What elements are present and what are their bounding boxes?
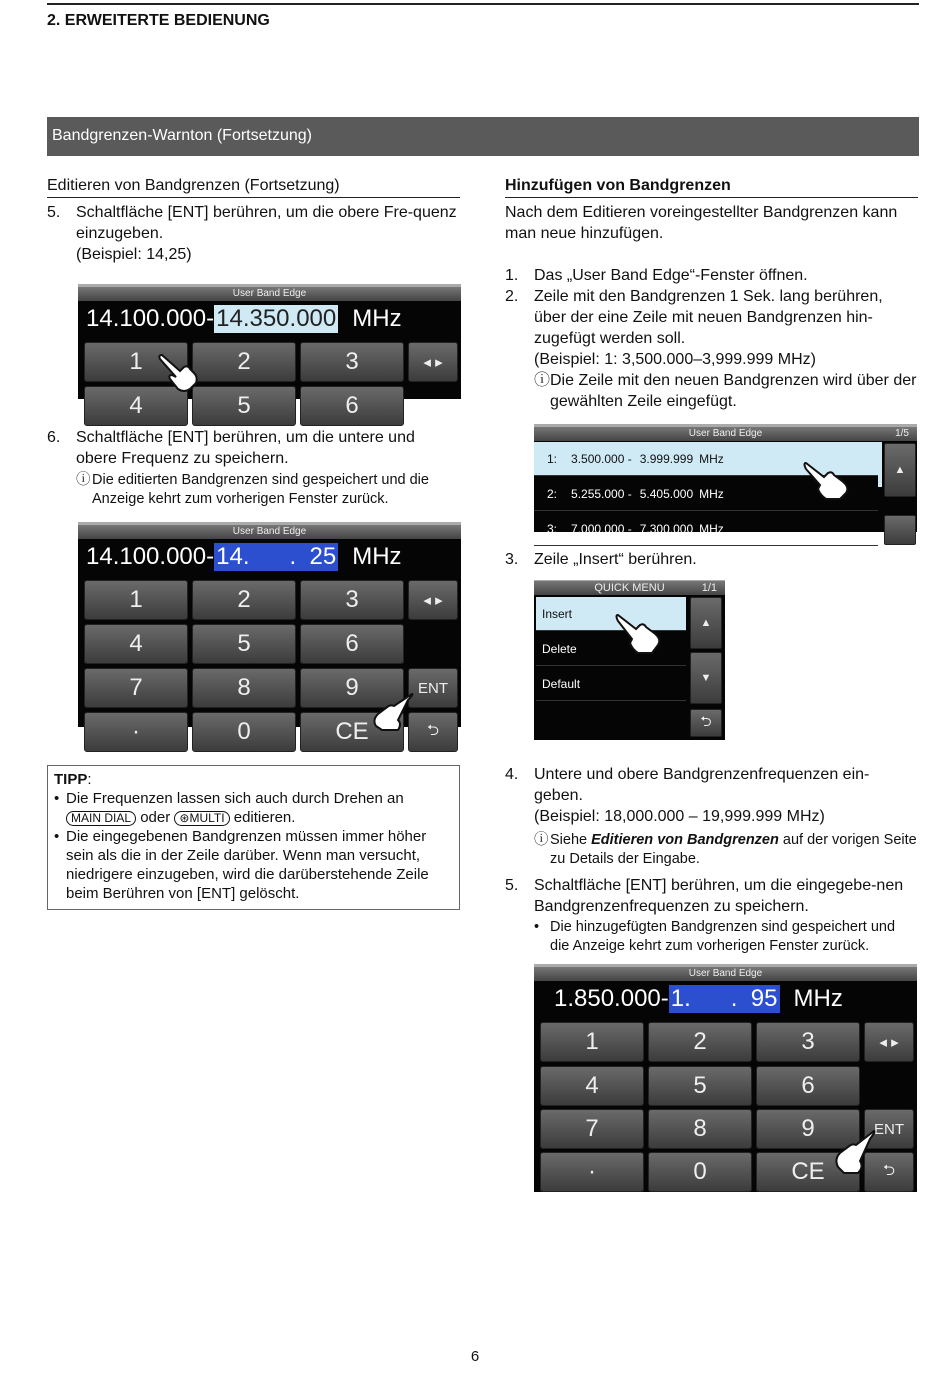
freq-unit: MHz xyxy=(352,305,402,332)
freq-display xyxy=(534,981,917,1017)
freq-high-selected: 14.350.000 xyxy=(216,305,337,332)
key-9[interactable]: 9 xyxy=(300,668,404,708)
pointing-hand-icon xyxy=(804,459,854,501)
key-2[interactable]: 2 xyxy=(192,580,296,620)
right-step-3: 3. Zeile „Insert“ berühren. xyxy=(505,551,697,568)
key-4[interactable]: 4 xyxy=(84,386,188,426)
key-1[interactable]: 1 xyxy=(84,342,188,382)
key-2[interactable]: 2 xyxy=(192,342,296,382)
freq-high-editing: 1. . 95 xyxy=(670,985,778,1012)
pointing-hand-icon xyxy=(158,349,204,395)
info-icon: ⓘ xyxy=(534,372,551,389)
scroll-down-button[interactable] xyxy=(884,515,916,545)
menu-item-delete[interactable]: Delete xyxy=(536,632,686,666)
key-6[interactable]: 6 xyxy=(300,386,404,426)
tip-bullet-1: • Die Frequenzen lassen sich auch durch Drehen an MAIN DIAL oder ⊛MULTI editieren. xyxy=(54,790,404,826)
pointing-hand-icon xyxy=(616,611,664,655)
left-subheading: Editieren von Bandgrenzen (Fortsetzung) xyxy=(47,177,460,198)
key-6[interactable]: 6 xyxy=(300,624,404,664)
right-subheading: Hinzufügen von Bandgrenzen xyxy=(505,177,918,198)
screen-user-band-edge-list xyxy=(534,424,917,536)
key-3[interactable]: 3 xyxy=(300,342,404,382)
back-button[interactable]: ⮌ xyxy=(408,712,458,752)
key-1[interactable]: 1 xyxy=(540,1022,644,1062)
freq-display xyxy=(78,539,461,575)
info-icon: ⓘ xyxy=(534,832,549,848)
pointing-hand-icon xyxy=(368,690,414,730)
tip-box: TIPP: • Die Frequenzen lassen sich auch durch Drehen an MAIN DIAL oder ⊛MULTI editieren. • Die eingegebenen Bandgrenzen müssen immer höher sein als die in der Zeile darüber. Wenn man versucht, niedrigere einzugeben, wird die darüberstehende Zeile beim Berühren von [ENT] gelöscht. xyxy=(47,765,460,910)
key-5[interactable]: 5 xyxy=(192,624,296,664)
ent-button[interactable]: ENT xyxy=(864,1109,914,1149)
menu-back-button[interactable]: ⮌ xyxy=(690,709,722,737)
screen-title: User Band Edge xyxy=(688,428,763,439)
freq-unit: MHz xyxy=(793,985,843,1012)
key-0[interactable]: 0 xyxy=(648,1152,752,1192)
step-example: (Beispiel: 14,25) xyxy=(76,246,192,263)
key-4[interactable]: 4 xyxy=(84,624,188,664)
top-rule xyxy=(47,3,919,5)
freq-low: 14.100.000 xyxy=(86,543,207,570)
band-row-2[interactable]: 2: 5.255.000 - 5.405.000 MHz xyxy=(534,477,878,511)
info-icon: ⓘ xyxy=(76,472,91,488)
menu-down-button[interactable]: ▼ xyxy=(690,652,722,704)
cursor-arrows-button[interactable]: ◂ ▸ xyxy=(864,1022,914,1062)
step-note: • Die hinzugefügten Bandgrenzen sind gespeichert und die Anzeige kehrt zum vorherigen Fenster zurück. xyxy=(534,919,896,954)
right-step-2: 2. Zeile mit den Bandgrenzen 1 Sek. lang berühren, über der eine Zeile mit neuen Bandgrenzen hin-zugefügt werden soll. (Beispiel: 1: 3,500.000–3,999.999 MHz) ⓘ Die Zeile mit den neuen Bandgrenzen wird über der gewählten Zeile eingefügt. xyxy=(505,288,917,410)
freq-unit: MHz xyxy=(352,543,402,570)
band-row-3[interactable]: 3: 7.000.000 - 7.300.000 MHz xyxy=(534,512,878,546)
key-8[interactable]: 8 xyxy=(648,1109,752,1149)
menu-item-default[interactable]: Default xyxy=(536,667,686,701)
screen-user-band-edge-2 xyxy=(78,522,461,745)
key-dot[interactable]: · xyxy=(84,712,188,752)
step-text: Schaltfläche [ENT] berühren, um die untere und obere Frequenz zu speichern. xyxy=(76,429,415,467)
screen-user-band-edge-3 xyxy=(534,964,917,1192)
chapter-title: 2. ERWEITERTE BEDIENUNG xyxy=(47,12,270,29)
key-8[interactable]: 8 xyxy=(192,668,296,708)
key-6[interactable]: 6 xyxy=(756,1066,860,1106)
key-5[interactable]: 5 xyxy=(192,386,296,426)
menu-up-button[interactable]: ▲ xyxy=(690,597,722,649)
freq-separator: - xyxy=(206,543,215,570)
freq-low: 14.100.000 xyxy=(86,305,207,332)
cursor-arrows-button[interactable]: ◂ ▸ xyxy=(408,580,458,620)
step-number: 5. xyxy=(47,204,61,221)
key-1[interactable]: 1 xyxy=(84,580,188,620)
main-dial-key: MAIN DIAL xyxy=(66,811,136,826)
key-0[interactable]: 0 xyxy=(192,712,296,752)
left-step-6 xyxy=(47,427,460,509)
freq-display xyxy=(78,301,461,337)
key-3[interactable]: 3 xyxy=(300,580,404,620)
right-step-4: 4. Untere und obere Bandgrenzenfrequenzen ein-geben. (Beispiel: 18,000.000 – 19,999.999 MHz) ⓘ Siehe Editieren von Bandgrenzen auf der vorigen Seite zu Details der Eingabe. xyxy=(505,766,917,867)
key-3[interactable]: 3 xyxy=(756,1022,860,1062)
screen-user-band-edge-1 xyxy=(78,284,461,419)
right-step-1: 1. Das „User Band Edge“-Fenster öffnen. xyxy=(505,267,808,284)
right-step-5: 5. Schaltfläche [ENT] berühren, um die eingegebe-nen Bandgrenzenfrequenzen zu speichern. • Die hinzugefügten Bandgrenzen sind gespeichert und die Anzeige kehrt zum vorherigen Fenster zurück. xyxy=(505,875,918,956)
freq-low: 1.850.000 xyxy=(554,985,661,1012)
ent-button[interactable]: ENT xyxy=(408,668,458,708)
tip-label: TIPP xyxy=(54,771,88,788)
freq-separator: - xyxy=(660,985,669,1012)
back-button[interactable]: ⮌ xyxy=(864,1152,914,1192)
band-row-1[interactable]: 1: 3.500.000 - 3.999.999 MHz xyxy=(534,442,878,476)
step-number: 6. xyxy=(47,429,61,446)
tip-bullet-2: • Die eingegebenen Bandgrenzen müssen immer höher sein als die in der Zeile darüber. Wenn man versucht, niedrigere einzugeben, wird die darüberstehende Zeile beim Berühren von [ENT] gelöscht. xyxy=(54,828,429,902)
step-text: Schaltfläche [ENT] berühren, um die obere Fre-quenz einzugeben. xyxy=(76,204,457,242)
screen-title: User Band Edge xyxy=(78,287,461,301)
step-note: ⓘ Die Zeile mit den neuen Bandgrenzen wird über der gewählten Zeile eingefügt. xyxy=(534,372,917,410)
freq-separator: - xyxy=(206,305,215,332)
key-5[interactable]: 5 xyxy=(648,1066,752,1106)
freq-high-editing: 14. . 25 xyxy=(216,543,337,570)
key-dot[interactable]: · xyxy=(540,1152,644,1192)
cursor-arrows-button[interactable]: ◂ ▸ xyxy=(408,342,458,382)
key-7[interactable]: 7 xyxy=(84,668,188,708)
scroll-up-button[interactable]: ▲ xyxy=(884,443,916,497)
scrollbar[interactable] xyxy=(878,442,882,487)
menu-title: QUICK MENU xyxy=(594,582,665,594)
screen-quick-menu xyxy=(534,580,725,740)
multi-key: ⊛MULTI xyxy=(174,811,229,826)
menu-item-insert[interactable]: Insert xyxy=(536,597,686,631)
screen-title: User Band Edge xyxy=(78,525,461,539)
pointing-hand-icon xyxy=(830,1127,876,1175)
screen-title: User Band Edge xyxy=(534,967,917,981)
section-bar: Bandgrenzen-Warnton (Fortsetzung) xyxy=(47,117,919,156)
key-ce[interactable]: CE xyxy=(300,712,404,752)
page-indicator: 1/5 xyxy=(895,428,909,439)
step-note: ⓘ Die editierten Bandgrenzen sind gespeichert und die Anzeige kehrt zum vorherigen Fenster zurück. xyxy=(76,472,429,507)
right-intro: Nach dem Editieren voreingestellter Bandgrenzen kann man neue hinzufügen. xyxy=(505,204,898,242)
step-note: ⓘ Siehe Editieren von Bandgrenzen auf der vorigen Seite zu Details der Eingabe. xyxy=(534,832,917,867)
key-2[interactable]: 2 xyxy=(648,1022,752,1062)
page-indicator: 1/1 xyxy=(701,582,717,594)
page-number: 6 xyxy=(470,1348,480,1365)
key-4[interactable]: 4 xyxy=(540,1066,644,1106)
key-ce[interactable]: CE xyxy=(756,1152,860,1192)
key-9[interactable]: 9 xyxy=(756,1109,860,1149)
left-step-5 xyxy=(47,202,460,265)
key-7[interactable]: 7 xyxy=(540,1109,644,1149)
